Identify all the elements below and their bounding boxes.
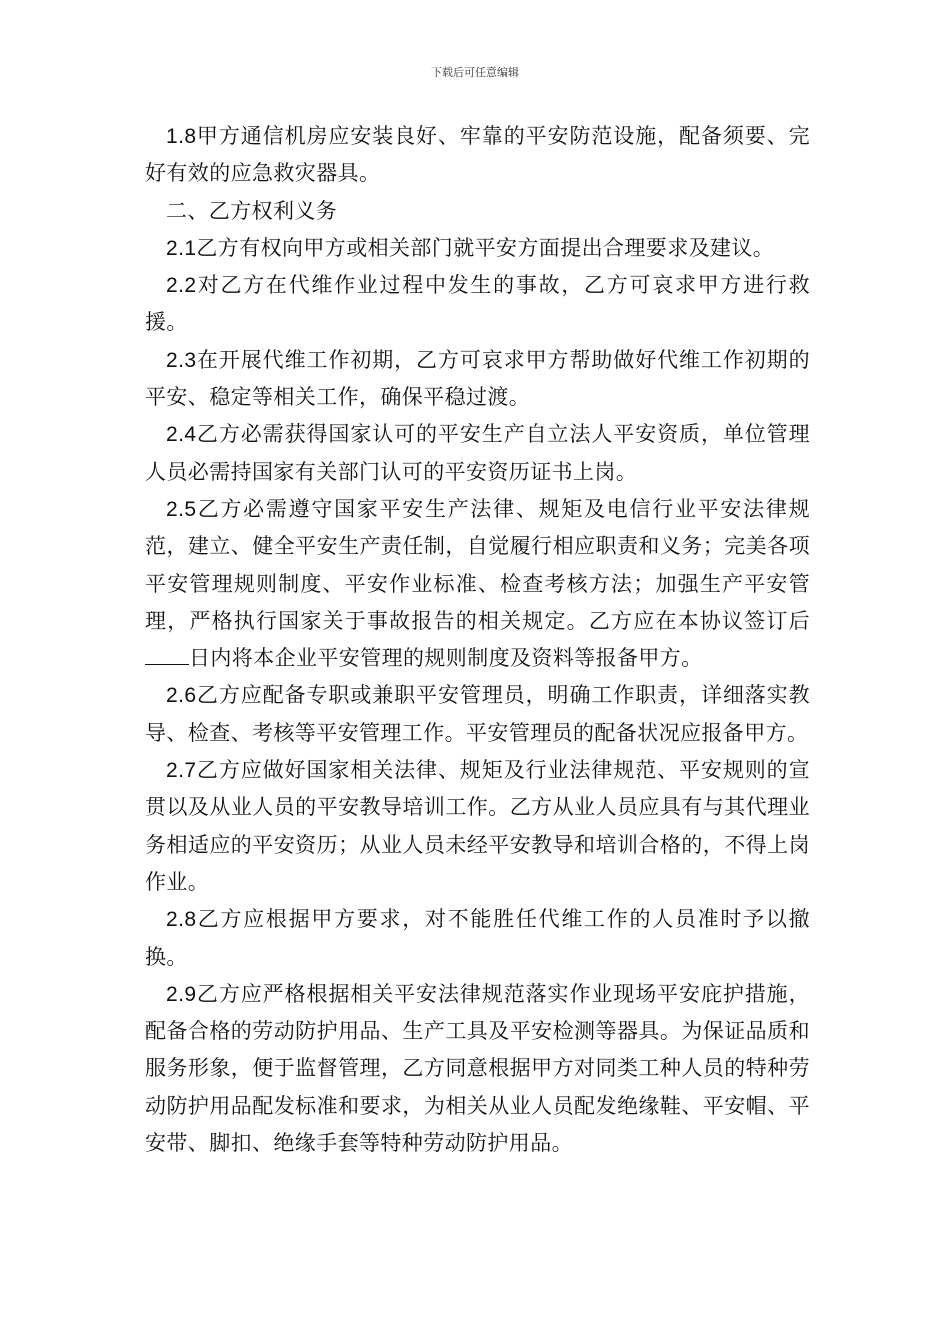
paragraph-2-2 [145, 267, 810, 342]
clause-text-after-blank: 日内将本企业平安管理的规则制度及资料等报备甲方。 [189, 646, 703, 671]
clause-number: 2.9 [166, 982, 197, 1006]
clause-number: 2.6 [166, 684, 197, 708]
clause-text: 甲方通信机房应安装良好、牢靠的平安防范设施，配备须要、完好有效的应急救灾器具。 [145, 124, 810, 186]
clause-number: 2.2 [166, 274, 197, 298]
clause-text: 乙方必需遵守国家平安生产法律、规矩及电信行业平安法律规范，建立、健全平安生产责任制，自觉履行相应职责和义务；完美各项平安管理规则制度、平安作业标准、检查考核方法；加强生产平安管理，严格执行国家关于事故报告的相关规定。乙方应在本协议签订后 [145, 496, 810, 633]
clause-text: 在开展代维工作初期，乙方可哀求甲方帮助做好代维工作初期的平安、稳定等相关工作，确保平稳过渡。 [145, 347, 810, 410]
clause-number: 1.8 [166, 125, 197, 148]
paragraph-2-7 [145, 752, 810, 901]
paragraph-2-3 [145, 342, 810, 417]
clause-number: 2.7 [166, 759, 197, 783]
paragraph-2-9 [145, 976, 810, 1162]
clause-number: 2.1 [166, 236, 197, 260]
section-heading-text: 二、乙方权利义务 [166, 198, 338, 223]
fill-in-blank [145, 642, 189, 665]
paragraph-1-8 [145, 118, 810, 193]
document-body [145, 118, 810, 1162]
clause-text: 乙方应配备专职或兼职平安管理员，明确工作职责，详细落实教导、检查、考核等平安管理工作。平安管理员的配备状况应报备甲方。 [145, 683, 810, 745]
clause-text: 对乙方在代维作业过程中发生的事故，乙方可哀求甲方进行救援。 [145, 273, 810, 335]
clause-number: 2.8 [166, 908, 197, 932]
paragraph-2-6 [145, 677, 810, 752]
clause-number: 2.4 [166, 423, 197, 447]
clause-text: 乙方应严格根据相关平安法律规范落实作业现场平安庇护措施，配备合格的劳动防护用品、生产工具及平安检测等器具。为保证品质和服务形象，便于监督管理，乙方同意根据甲方对同类工种人员的特种劳动防护用品配发标准和要求，为相关从业人员配发绝缘鞋、平安帽、平安带、脚扣、绝缘手套等特种劳动防护用品。 [145, 981, 810, 1156]
clause-number: 2.5 [166, 497, 197, 521]
section-heading-2 [145, 193, 810, 230]
page-header: 下载后可任意编辑 [431, 66, 519, 79]
paragraph-2-1 [145, 230, 810, 267]
paragraph-2-5 [145, 491, 810, 677]
paragraph-2-8 [145, 901, 810, 976]
paragraph-2-4 [145, 416, 810, 491]
clause-number: 2.3 [166, 348, 197, 372]
clause-text: 乙方应根据甲方要求，对不能胜任代维工作的人员准时予以撤换。 [145, 907, 810, 969]
clause-text: 乙方必需获得国家认可的平安生产自立法人平安资质，单位管理人员必需持国家有关部门认可的平安资历证书上岗。 [145, 422, 810, 484]
clause-text: 乙方应做好国家相关法律、规矩及行业法律规范、平安规则的宣贯以及从业人员的平安教导培训工作。乙方从业人员应具有与其代理业务相适应的平安资历；从业人员未经平安教导和培训合格的，不得上岗作业。 [145, 758, 810, 894]
clause-text: 乙方有权向甲方或相关部门就平安方面提出合理要求及建议。 [196, 235, 775, 260]
